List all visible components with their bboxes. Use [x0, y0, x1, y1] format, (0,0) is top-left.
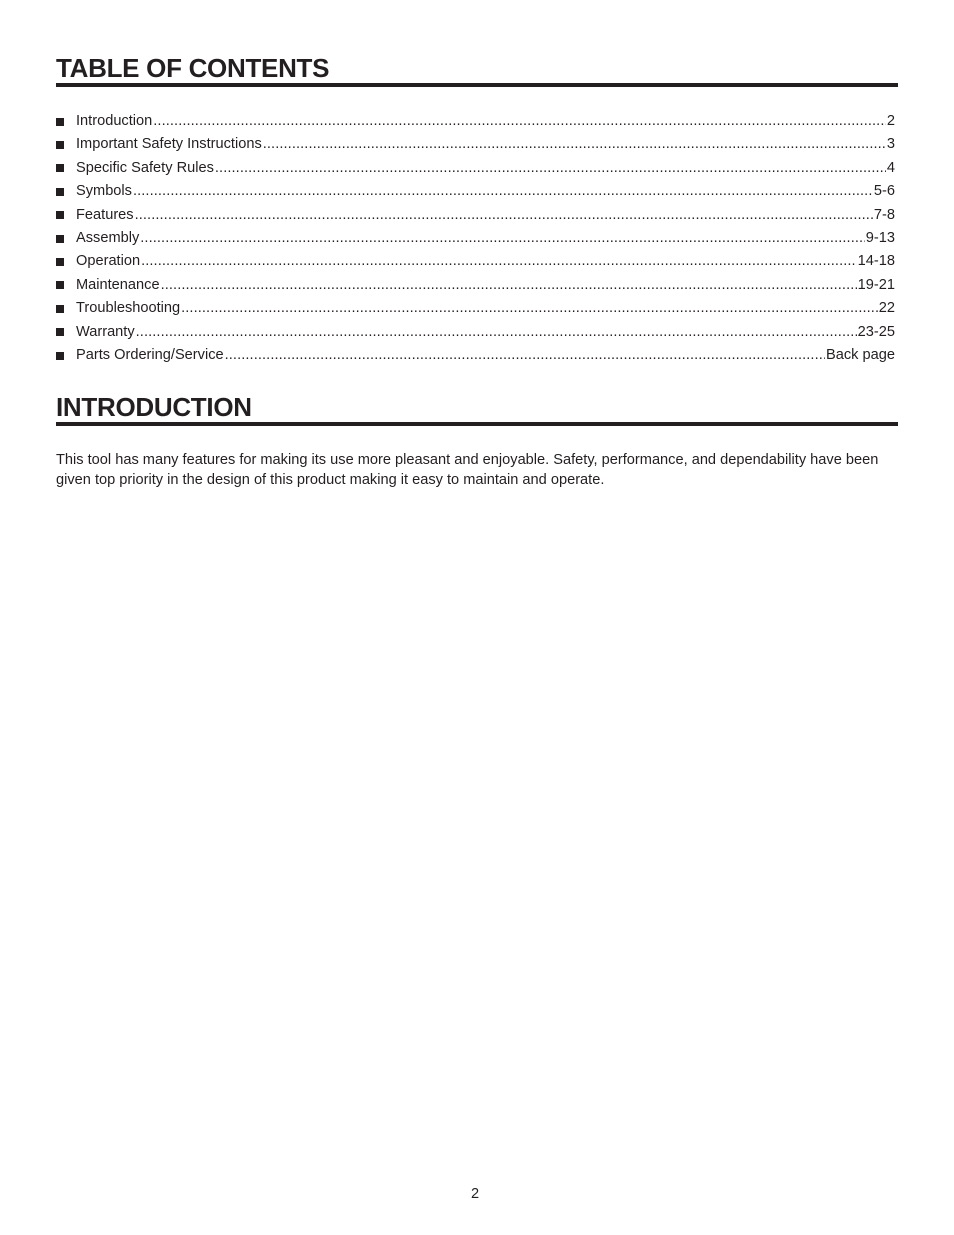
toc-item-label: Warranty	[76, 323, 135, 340]
toc-dot-leader	[140, 227, 865, 250]
toc-item-page: 4	[886, 159, 895, 176]
toc-dot-leader	[133, 180, 873, 203]
toc-item-page: 2	[886, 113, 895, 129]
toc-dot-leader	[181, 297, 878, 320]
toc-item-label: Features	[76, 206, 134, 223]
toc-item-specific-safety-rules[interactable]	[56, 157, 895, 180]
toc-item-label: Assembly	[76, 229, 140, 246]
toc-item-symbols[interactable]	[56, 180, 895, 203]
toc-item-page: 23-25	[857, 323, 895, 340]
square-bullet-icon	[56, 211, 64, 219]
toc-item-page: 3	[886, 136, 895, 153]
square-bullet-icon	[56, 235, 64, 243]
toc-item-maintenance[interactable]	[56, 274, 895, 297]
toc-item-label: Introduction	[76, 113, 153, 129]
square-bullet-icon	[56, 258, 64, 266]
toc-item-troubleshooting[interactable]	[56, 297, 895, 320]
toc-item-introduction[interactable]	[56, 110, 895, 133]
toc-item-features[interactable]	[56, 204, 895, 227]
toc-dot-leader	[135, 204, 873, 227]
toc-item-label: Important Safety Instructions	[76, 136, 262, 153]
toc-dot-leader	[215, 157, 886, 180]
toc-dot-leader	[161, 274, 857, 297]
toc-item-label: Symbols	[76, 183, 132, 200]
toc-item-page: 14-18	[857, 253, 895, 270]
square-bullet-icon	[56, 328, 64, 336]
toc-dot-leader	[141, 250, 857, 273]
introduction-body: This tool has many features for making its use more pleasant and enjoyable. Safety, performance, and dependability have been given top priority in the design of this product making it easy to maintain and operate.	[56, 452, 879, 488]
toc-dot-leader	[225, 344, 825, 367]
toc-item-operation[interactable]	[56, 250, 895, 273]
toc-item-parts-ordering-service[interactable]	[56, 344, 895, 367]
toc-item-important-safety-instructions[interactable]	[56, 133, 895, 156]
toc-item-page: Back page	[826, 346, 895, 363]
toc-dot-leader	[153, 110, 886, 133]
toc-item-label: Operation	[76, 253, 141, 270]
toc-dot-leader	[263, 133, 886, 156]
toc-item-label: Troubleshooting	[76, 300, 181, 317]
toc-item-page: 9-13	[865, 229, 895, 246]
page-number: 2	[470, 1186, 480, 1202]
toc-item-label: Parts Ordering/Service	[76, 346, 224, 363]
introduction-heading: INTRODUCTION	[56, 392, 898, 426]
toc-item-page: 5-6	[873, 183, 895, 200]
square-bullet-icon	[56, 164, 64, 172]
toc-item-label: Maintenance	[76, 276, 160, 293]
toc-item-page: 22	[878, 300, 895, 317]
toc-dot-leader	[136, 321, 857, 344]
toc-item-page: 7-8	[873, 206, 895, 223]
square-bullet-icon	[56, 188, 64, 196]
toc-item-page: 19-21	[857, 276, 895, 293]
toc-list	[56, 110, 895, 367]
toc-item-label: Specific Safety Rules	[76, 159, 214, 176]
square-bullet-icon	[56, 352, 64, 360]
toc-item-assembly[interactable]	[56, 227, 895, 250]
square-bullet-icon	[56, 281, 64, 289]
square-bullet-icon	[56, 141, 64, 149]
toc-heading: TABLE OF CONTENTS	[56, 53, 898, 87]
square-bullet-icon	[56, 305, 64, 313]
square-bullet-icon	[56, 118, 64, 126]
toc-item-warranty[interactable]	[56, 321, 895, 344]
